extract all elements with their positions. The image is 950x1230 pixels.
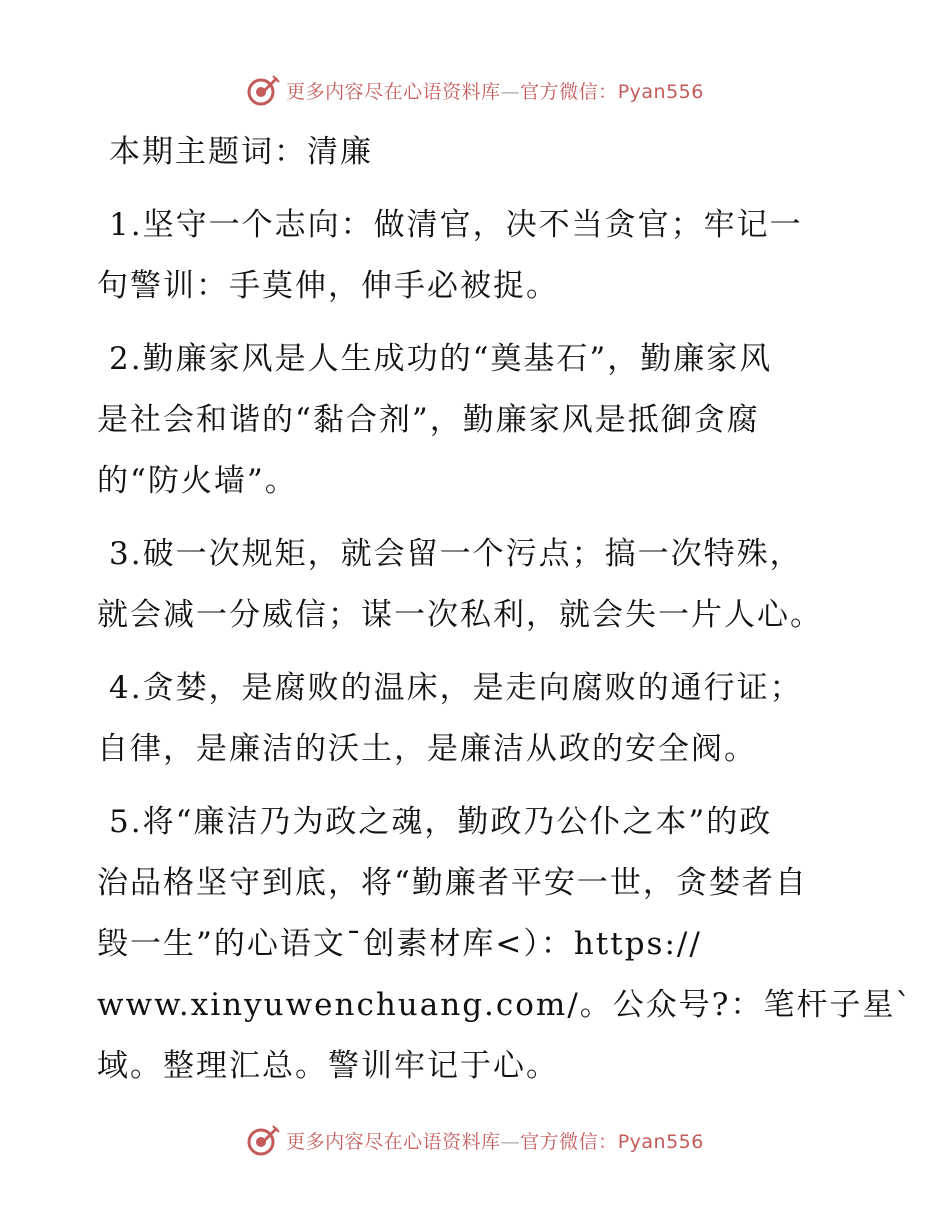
item-line: 2.勤廉家风是人生成功的“奠基石”，勤廉家风 (109, 341, 773, 377)
footer-banner (0, 1120, 950, 1160)
item-line: 自律，是廉洁的沃土，是廉洁从政的安全阀。 (97, 731, 757, 767)
item-3 (97, 524, 857, 646)
banner-wechat-label: 官方微信： (520, 1130, 618, 1153)
banner-text (286, 77, 704, 104)
banner-wechat-id: Pyan556 (617, 80, 704, 103)
item-line: 5.将“廉洁乃为政之魂，勤政乃公仆之本”的政 (109, 804, 773, 840)
banner-separator: — (500, 1130, 521, 1153)
pen-logo-icon (246, 1123, 280, 1157)
item-line: 句警训：手莫伸，伸手必被捉。 (97, 268, 559, 304)
header-banner (0, 70, 950, 110)
item-line: 就会减一分威信；谋一次私利，就会失一片人心。 (97, 597, 823, 633)
item-2 (97, 329, 857, 512)
item-4 (97, 658, 857, 780)
banner-site-text: 更多内容尽在心语资料库 (286, 80, 501, 103)
item-line: 4.贪婪，是腐败的温床，是走向腐败的通行证； (109, 670, 803, 706)
topic-line: 本期主题词：清廉 (109, 134, 373, 170)
item-line: 3.破一次规矩，就会留一个污点；搞一次特殊， (109, 536, 803, 572)
item-line: 治品格坚守到底，将“勤廉者平安一世，贪婪者自 (97, 865, 808, 901)
document-body (97, 122, 913, 1097)
item-line: 1.坚守一个志向：做清官，决不当贪官；牢记一 (109, 207, 803, 243)
banner-separator: — (500, 80, 521, 103)
item-line: 的“防火墙”。 (97, 463, 298, 499)
pen-logo-icon (246, 73, 280, 107)
item-line: www.xinyuwenchuang.com/。公众号?：笔杆子星` (97, 987, 913, 1023)
item-line: 是社会和谐的“黏合剂”，勤廉家风是抵御贪腐 (97, 402, 760, 438)
item-1 (97, 195, 857, 317)
banner-text (286, 1127, 704, 1154)
banner-wechat-id: Pyan556 (617, 1130, 704, 1153)
item-5 (97, 792, 913, 1097)
item-line: 毁一生”的心语文¯创素材库<）：https:// (97, 926, 702, 962)
banner-wechat-label: 官方微信： (520, 80, 618, 103)
banner-site-text: 更多内容尽在心语资料库 (286, 1130, 501, 1153)
item-line: 域。整理汇总。警训牢记于心。 (97, 1048, 559, 1084)
